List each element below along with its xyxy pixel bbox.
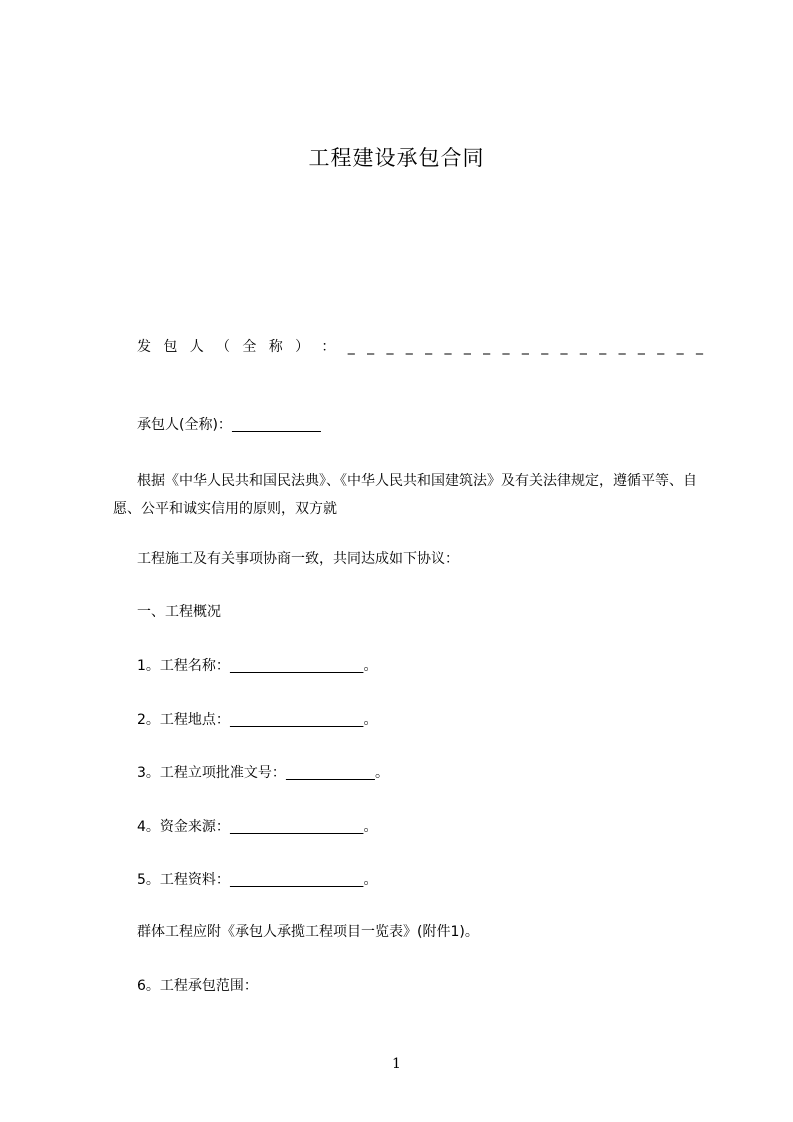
basis-paragraph: 根据《中华人民共和国民法典》、《中华人民共和国建筑法》及有关法律规定，遵循平等、自愿、公平和诚实信用的原则，双方就 [113,473,697,517]
item-end: 。 [363,712,378,728]
party-a-char: 称 [268,339,283,355]
party-b-blank[interactable] [232,417,321,433]
section-1-heading: 一、工程概况 [137,604,221,620]
party-a-blank-dash[interactable]: _ [695,339,703,355]
party-a-blank-dash[interactable]: _ [502,339,510,355]
party-a-char: 包 [163,339,178,355]
item-fund-source [137,818,377,836]
group-project-note: 群体工程应附《承包人承揽工程项目一览表》(附件1)。 [137,924,479,940]
item-blank[interactable] [230,712,364,728]
item-blank[interactable] [286,765,375,781]
item-label: 4。资金来源： [137,819,230,835]
party-a-blank-dash[interactable]: _ [579,339,587,355]
item-project-name [137,657,377,675]
party-a-blank-dash[interactable]: _ [618,339,626,355]
party-a-blank-dash[interactable]: _ [444,339,452,355]
item-end: 。 [363,658,378,674]
item-blank[interactable] [230,658,364,674]
item-project-location [137,711,377,729]
item-end: 。 [374,765,389,781]
party-a-blank-dash[interactable]: _ [657,339,665,355]
party-a-blank-dash[interactable]: _ [405,339,413,355]
item-label: 1。工程名称： [137,658,230,674]
party-a-char: ） [295,339,310,355]
item-project-materials [137,871,377,889]
party-a-blank-dash[interactable]: _ [425,339,433,355]
party-a-blank-dash[interactable]: _ [541,339,549,355]
party-a-char: 全 [242,339,257,355]
party-b-line [137,416,321,434]
item-blank[interactable] [230,872,364,888]
item-label: 5。工程资料： [137,872,230,888]
consensus-line: 工程施工及有关事项协商一致，共同达成如下协议： [137,551,459,567]
party-a-blank-dash[interactable]: _ [463,339,471,355]
item-contract-scope: 6。工程承包范围： [137,978,258,994]
party-a-blank-dash[interactable]: _ [347,339,355,355]
page-number: 1 [392,1056,401,1072]
item-end: 。 [363,872,378,888]
party-a-blank-dash[interactable]: _ [599,339,607,355]
party-a-blank-dash[interactable]: _ [483,339,491,355]
party-a-char: （ [216,339,231,355]
item-blank[interactable] [230,819,364,835]
item-label: 3。工程立项批准文号： [137,765,286,781]
party-a-char: ： [321,339,336,355]
party-a-char: 发 [137,339,151,355]
item-label: 2。工程地点： [137,712,230,728]
contract-title: 工程建设承包合同 [308,146,485,170]
party-a-line [137,338,703,356]
party-a-blank-dash[interactable]: _ [637,339,645,355]
party-b-label: 承包人(全称)： [137,417,232,433]
party-a-char: 人 [189,339,204,355]
item-approval-number [137,764,389,782]
party-a-blank-dash[interactable]: _ [676,339,684,355]
party-a-blank-dash[interactable]: _ [560,339,568,355]
item-end: 。 [363,819,378,835]
party-a-blank-dash[interactable]: _ [521,339,529,355]
party-a-blank-dash[interactable]: _ [386,339,394,355]
party-a-blank-dash[interactable]: _ [367,339,375,355]
